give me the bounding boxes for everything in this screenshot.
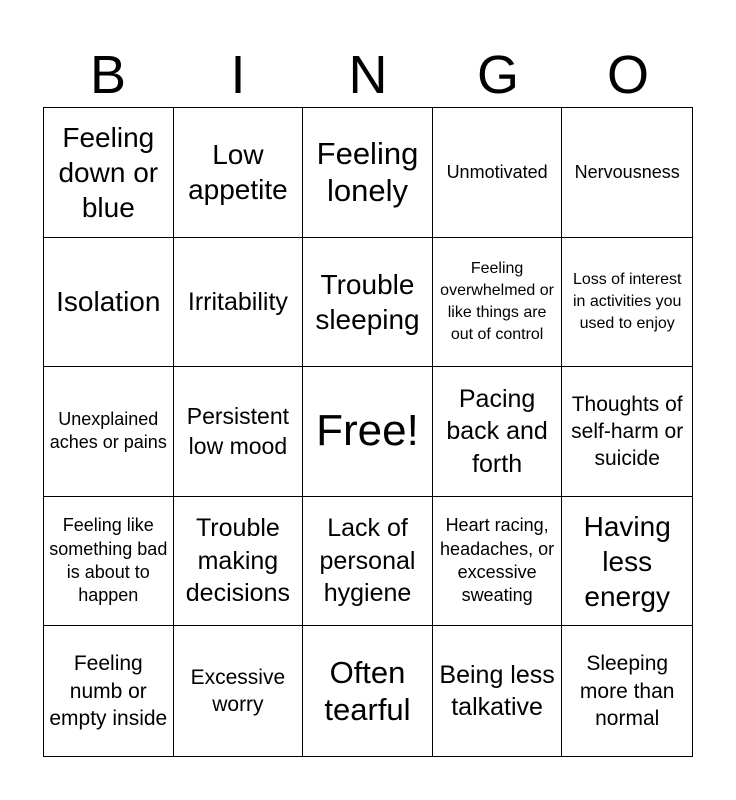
cell-label: Unexplained aches or pains (49, 409, 167, 453)
cell-label: Low appetite (188, 139, 288, 206)
header-letter-b: B (89, 45, 127, 105)
cell-label: Isolation (56, 286, 161, 318)
cell-label: Pacing back and forth (446, 384, 548, 478)
bingo-cell[interactable] (44, 238, 174, 368)
bingo-cell[interactable] (174, 108, 304, 238)
free-space-label: Free! (316, 406, 419, 456)
bingo-cell[interactable] (174, 497, 304, 627)
bingo-board (43, 107, 693, 757)
cell-label: Feeling numb or empty inside (49, 652, 168, 730)
bingo-cell[interactable] (562, 108, 692, 238)
bingo-cell[interactable] (44, 497, 174, 627)
bingo-cell[interactable] (562, 626, 692, 756)
bingo-cell[interactable] (433, 626, 563, 756)
cell-label: Nervousness (574, 161, 680, 182)
bingo-cell[interactable] (303, 238, 433, 368)
cell-label: Often tearful (324, 655, 411, 728)
bingo-cell[interactable] (562, 497, 692, 627)
bingo-cell[interactable] (303, 626, 433, 756)
bingo-cell[interactable] (562, 367, 692, 497)
cell-label: Feeling lonely (316, 136, 419, 209)
bingo-cell[interactable] (433, 108, 563, 238)
cell-label: Excessive worry (190, 665, 286, 717)
header-letter-i: I (230, 45, 246, 105)
bingo-cell[interactable] (174, 626, 304, 756)
bingo-cell[interactable] (303, 497, 433, 627)
cell-label: Feeling like something bad is about to happen (49, 515, 168, 606)
header-letter-g: G (476, 45, 519, 105)
cell-label: Being less talkative (439, 660, 555, 722)
bingo-cell[interactable] (562, 238, 692, 368)
cell-label: Persistent low mood (186, 402, 290, 460)
cell-label: Heart racing, headaches, or excessive sweating (440, 515, 555, 606)
bingo-cell[interactable] (433, 367, 563, 497)
bingo-cell[interactable] (174, 367, 304, 497)
cell-label: Trouble making decisions (185, 514, 290, 608)
cell-label: Loss of interest in activities you used to enjoy (572, 270, 682, 332)
bingo-cell[interactable] (303, 108, 433, 238)
bingo-cell[interactable] (433, 497, 563, 627)
cell-label: Thoughts of self-harm or suicide (571, 392, 684, 471)
cell-label: Feeling overwhelmed or like things are out of control (440, 259, 554, 343)
cell-label: Unmotivated (446, 161, 548, 182)
bingo-cell[interactable] (174, 238, 304, 368)
cell-label: Having less energy (583, 510, 671, 612)
header-letter-n: N (348, 45, 388, 105)
bingo-cell[interactable] (44, 626, 174, 756)
bingo-cell[interactable] (44, 108, 174, 238)
bingo-cell[interactable] (44, 367, 174, 497)
cell-label: Irritability (187, 287, 288, 316)
cell-label: Lack of personal hygiene (319, 514, 416, 608)
bingo-header (43, 44, 693, 106)
cell-label: Sleeping more than normal (579, 652, 675, 730)
bingo-cell[interactable] (433, 238, 563, 368)
free-space[interactable] (303, 367, 433, 497)
header-letter-o: O (606, 45, 649, 105)
cell-label: Feeling down or blue (58, 121, 159, 223)
cell-label: Trouble sleeping (315, 268, 420, 335)
